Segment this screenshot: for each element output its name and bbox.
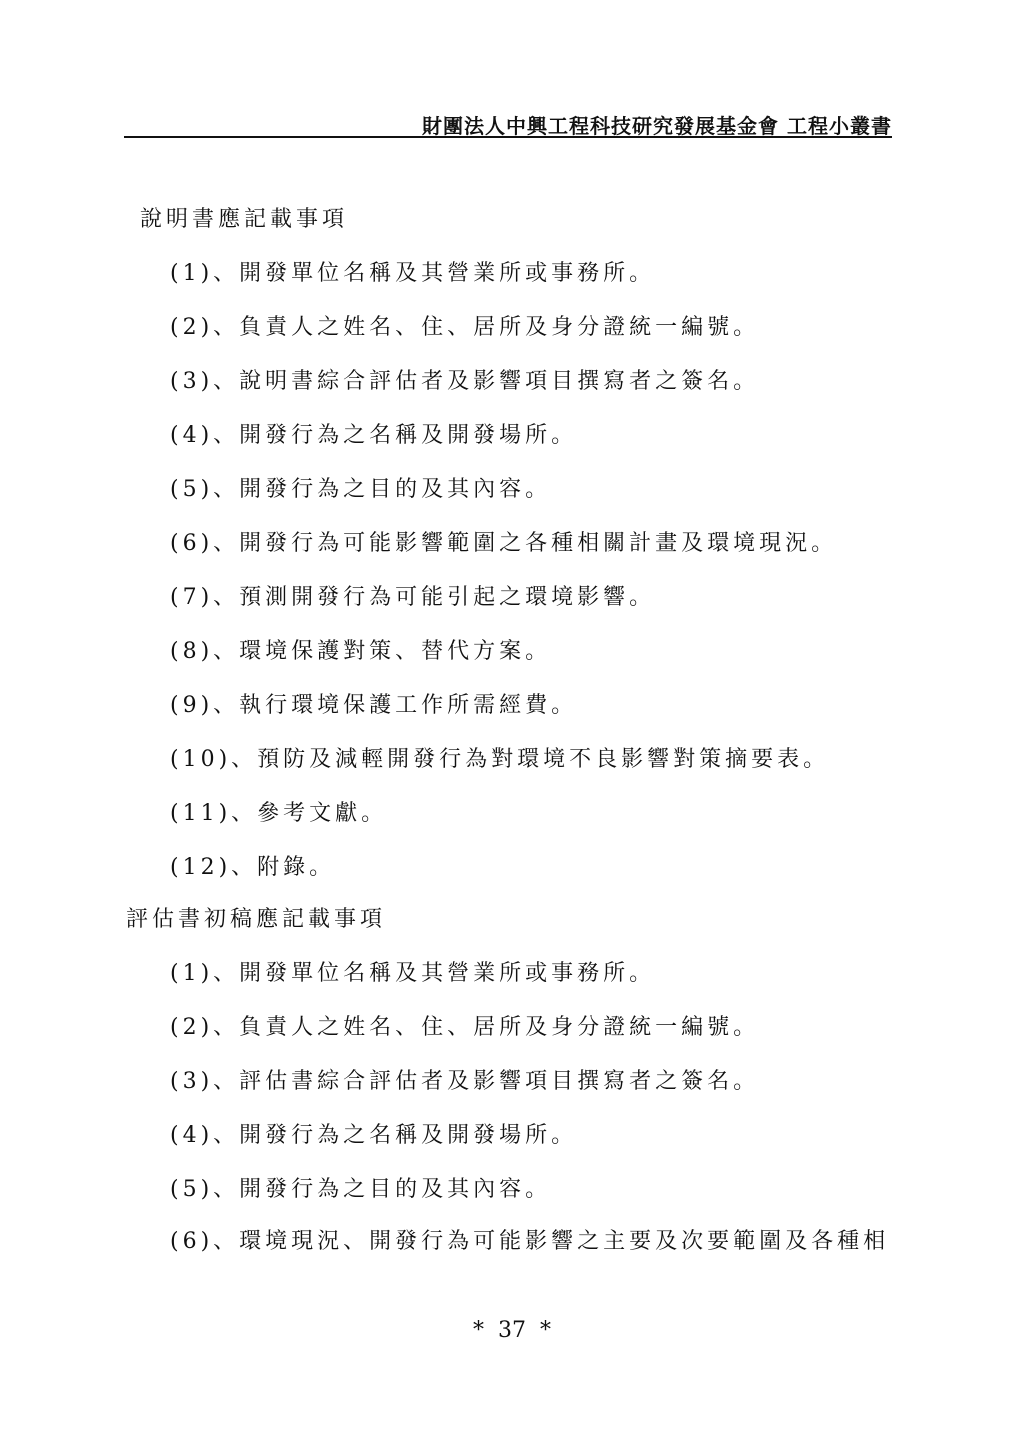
list-item: (12)、附錄。	[170, 855, 336, 880]
header-title: 財團法人中興工程科技研究發展基金會 工程小叢書	[422, 114, 892, 138]
list-item: (3)、評估書綜合評估者及影響項目撰寫者之簽名。	[170, 1069, 760, 1094]
list-item: (11)、參考文獻。	[170, 801, 388, 826]
list-item: (5)、開發行為之目的及其內容。	[170, 1177, 552, 1202]
list-item: (5)、開發行為之目的及其內容。	[170, 477, 552, 502]
list-item: (6)、開發行為可能影響範圍之各種相關計畫及環境現況。	[170, 531, 838, 556]
section-title-assessment-draft: 評估書初稿應記載事項	[126, 907, 387, 932]
list-item: (3)、說明書綜合評估者及影響項目撰寫者之簽名。	[170, 369, 760, 394]
list-item: (4)、開發行為之名稱及開發場所。	[170, 423, 578, 448]
list-item: (2)、負責人之姓名、住、居所及身分證統一編號。	[170, 315, 760, 340]
list-item: (1)、開發單位名稱及其營業所或事務所。	[170, 261, 656, 286]
list-item: (4)、開發行為之名稱及開發場所。	[170, 1123, 578, 1148]
section-title-description: 說明書應記載事項	[140, 207, 349, 232]
list-item: (6)、環境現況、開發行為可能影響之主要及次要範圍及各種相	[170, 1229, 890, 1254]
list-item: (7)、預測開發行為可能引起之環境影響。	[170, 585, 656, 610]
page-header	[124, 108, 892, 138]
list-item: (1)、開發單位名稱及其營業所或事務所。	[170, 961, 656, 986]
list-item: (9)、執行環境保護工作所需經費。	[170, 693, 578, 718]
list-item: (8)、環境保護對策、替代方案。	[170, 639, 552, 664]
list-item: (10)、預防及減輕開發行為對環境不良影響對策摘要表。	[170, 747, 830, 772]
page-number: * 37 *	[473, 1318, 551, 1343]
list-item: (2)、負責人之姓名、住、居所及身分證統一編號。	[170, 1015, 760, 1040]
